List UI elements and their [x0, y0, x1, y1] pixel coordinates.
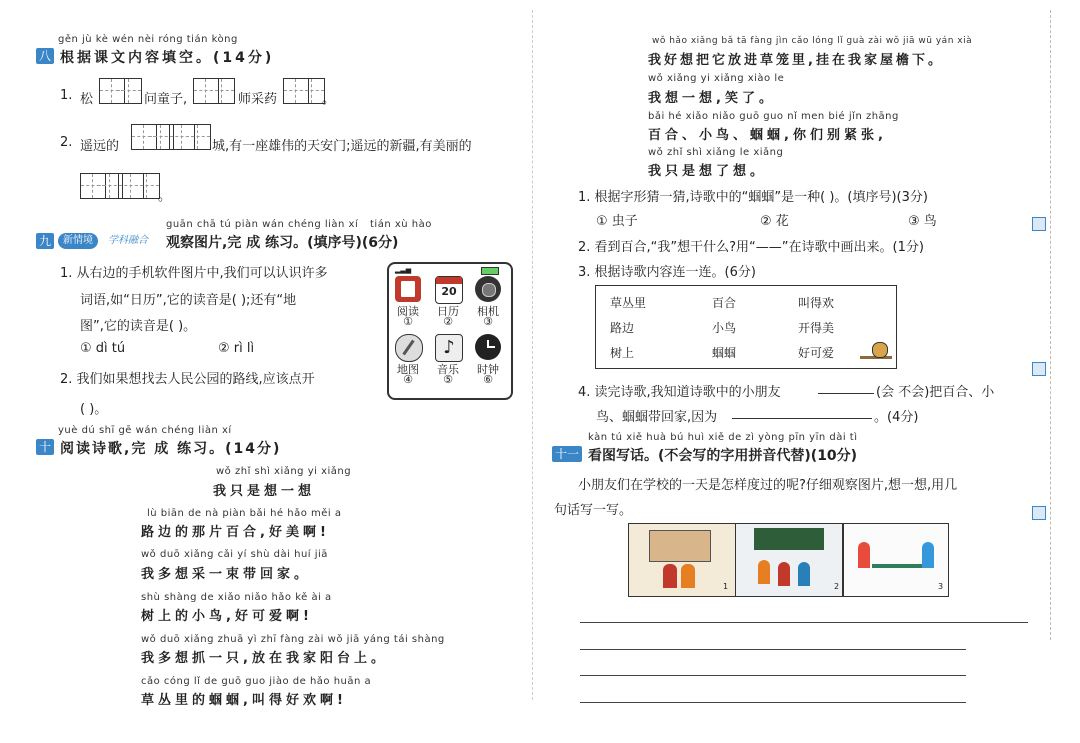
text: 城,有一座雄伟的天安门;遥远的新疆,有美丽的 — [212, 139, 472, 154]
poem-line: 百合、小鸟、蝈蝈,你们别紧张, — [648, 128, 887, 143]
poem-line-pinyin: wǒ zhǐ shì xiǎng le xiǎng — [648, 147, 784, 158]
writing-line[interactable] — [580, 702, 966, 703]
app-number: ⑥ — [483, 373, 493, 386]
section-title: 看图写话。(不会写的字用拼音代替)(10分) — [588, 448, 858, 464]
app-label: 地图 — [397, 363, 419, 376]
match-left-item[interactable]: 树上 — [610, 346, 635, 360]
match-right-item[interactable]: 好可爱 — [798, 346, 835, 360]
clock-icon[interactable] — [475, 334, 501, 360]
question-number: 1. — [60, 88, 73, 103]
option: ② rì lì — [218, 341, 255, 356]
side-marker-icon — [1032, 506, 1046, 520]
instruction-text: 小朋友们在学校的一天是怎样度过的呢?仔细观察图片,想一想,用几 — [578, 478, 958, 493]
match-right-item[interactable]: 开得美 — [798, 321, 835, 335]
option: ③ 鸟 — [908, 214, 937, 229]
answer-box[interactable] — [210, 78, 235, 104]
poem-line: 草丛里的蝈蝈,叫得好欢啊! — [141, 693, 347, 708]
signal-icon: ▂▃▅ — [395, 266, 412, 274]
app-label: 相机 — [477, 305, 499, 318]
section-title: 观察图片,完 成 练习。(填序号)(6分) — [166, 235, 399, 251]
poem-line: 我好想把它放进草笼里,挂在我家屋檐下。 — [648, 53, 944, 68]
writing-line[interactable] — [580, 622, 1028, 623]
text: 问童子, — [144, 92, 188, 107]
question-text: 4. 读完诗歌,我知道诗歌中的小朋友 — [578, 385, 781, 400]
question-text: (会 不会)把百合、小 — [876, 385, 995, 400]
section-title: 根据课文内容填空。(14分) — [60, 50, 275, 66]
section-number-badge: 十一 — [552, 446, 582, 462]
question-text: 2. 我们如果想找去人民公园的路线,应该点开 — [60, 372, 315, 387]
instruction-text: 句话写一写。 — [554, 503, 633, 518]
option: ① 虫子 — [596, 214, 638, 229]
answer-box[interactable] — [135, 173, 160, 199]
poem-line: 路边的那片百合,好美啊! — [141, 525, 330, 540]
poem-line-pinyin: shù shàng de xiǎo niǎo hǎo kě ài a — [141, 592, 332, 603]
picture-ping-pong — [843, 523, 949, 597]
calendar-day: 20 — [441, 285, 457, 298]
s8-pinyin: gěn jù kè wén nèi róng tián kòng — [58, 34, 238, 45]
matching-box — [595, 285, 897, 369]
answer-blank[interactable] — [732, 418, 872, 419]
poem-line: 我只是想了想。 — [648, 164, 768, 179]
poem-line: 我多想抓一只,放在我家阳台上。 — [141, 651, 388, 666]
poem-title-pinyin: wǒ zhǐ shì xiǎng yi xiǎng — [216, 466, 352, 477]
question-text: 3. 根据诗歌内容连一连。(6分) — [578, 265, 756, 280]
side-marker-icon — [1032, 217, 1046, 231]
app-number: ④ — [403, 373, 413, 386]
app-label: 音乐 — [437, 363, 459, 376]
app-number: ① — [403, 315, 413, 328]
answer-box[interactable] — [117, 78, 142, 104]
tag-interdisciplinary: 学科融合 — [108, 235, 148, 246]
section-number-badge: 八 — [36, 48, 54, 64]
picture-number: 2 — [834, 582, 840, 591]
bird-illustration — [860, 340, 892, 364]
picture-number: 3 — [938, 582, 944, 591]
poem-line-pinyin: wǒ duō xiǎng zhuā yì zhī fàng zài wǒ jiā yáng tái shàng — [141, 634, 445, 645]
poem-line: 树上的小鸟,好可爱啊! — [141, 609, 313, 624]
question-text: ( )。 — [80, 402, 108, 417]
text: 松 — [80, 92, 94, 107]
question-text: 鸟、蝈蝈带回家,因为 — [596, 410, 718, 425]
tag-new-context: 新情境 — [58, 233, 98, 249]
s9-pinyin: guān chā tú piàn wán chéng liàn xí — [166, 219, 359, 230]
match-left-item[interactable]: 草丛里 — [610, 296, 647, 310]
battery-icon — [481, 267, 499, 275]
question-text: 词语,如“日历”,它的读音是( );还有“地 — [80, 293, 297, 308]
section-number-badge: 十 — [36, 439, 54, 455]
match-mid-item[interactable]: 小鸟 — [712, 321, 737, 335]
side-marker-icon — [1032, 362, 1046, 376]
picture-classroom — [735, 523, 843, 597]
poem-line-pinyin: lù biān de nà piàn bǎi hé hǎo měi a — [147, 508, 342, 519]
answer-box[interactable] — [186, 124, 211, 150]
question-number: 2. — [60, 135, 73, 150]
app-number: ③ — [483, 315, 493, 328]
app-number: ② — [443, 315, 453, 328]
picture-school-gate — [628, 523, 736, 597]
question-text: 图”,它的读音是( )。 — [80, 319, 197, 334]
text: 。 — [322, 92, 336, 107]
writing-line[interactable] — [580, 649, 966, 650]
picture-number: 1 — [723, 582, 729, 591]
match-mid-item[interactable]: 百合 — [712, 296, 737, 310]
poem-line-pinyin: wǒ xiǎng yi xiǎng xiào le — [648, 73, 785, 84]
answer-blank[interactable] — [818, 393, 874, 394]
poem-line-pinyin: wǒ duō xiǎng cǎi yí shù dài huí jiā — [141, 549, 328, 560]
margin-line — [1050, 10, 1051, 640]
poem-line-pinyin: wǒ hǎo xiǎng bǎ tā fàng jìn cǎo lóng lǐ guà zài wǒ jiā wū yán xià — [652, 36, 973, 46]
option: ② 花 — [760, 214, 789, 229]
music-icon[interactable]: ♪ — [435, 334, 463, 362]
s10-pinyin: yuè dú shī gē wán chéng liàn xí — [58, 425, 232, 436]
poem-line: 我多想采一束带回家。 — [141, 567, 312, 582]
page-divider — [532, 10, 533, 700]
match-mid-item[interactable]: 蝈蝈 — [712, 346, 737, 360]
phone-screen — [387, 262, 513, 400]
book-icon[interactable] — [395, 276, 421, 302]
match-left-item[interactable]: 路边 — [610, 321, 635, 335]
s11-pinyin: kàn tú xiě huà bú huì xiě de zì yòng pīn yīn dài tì — [588, 432, 858, 443]
match-right-item[interactable]: 叫得欢 — [798, 296, 835, 310]
question-text: 2. 看到百合,“我”想干什么?用“——”在诗歌中画出来。(1分) — [578, 240, 924, 255]
calendar-icon[interactable] — [435, 276, 463, 304]
question-text: 1. 根据字形猜一猜,诗歌中的“蝈蝈”是一种( )。(填序号)(3分) — [578, 190, 928, 205]
poem-title: 我只是想一想 — [213, 484, 316, 499]
poem-line: 我想一想,笑了。 — [648, 91, 776, 106]
s9-pinyin-2: tián xù hào — [370, 219, 432, 230]
option: ① dì tú — [80, 341, 126, 356]
text: 遥远的 — [80, 139, 120, 154]
text: 师采药 — [238, 92, 278, 107]
poem-line-pinyin: cǎo cóng lǐ de guō guo jiào de hǎo huān a — [141, 676, 372, 687]
app-label: 日历 — [437, 305, 459, 318]
section-number-badge: 九 — [36, 233, 54, 249]
poem-line-pinyin: bǎi hé xiǎo niǎo guō guo nǐ men bié jǐn zhāng — [648, 111, 899, 122]
writing-line[interactable] — [580, 675, 966, 676]
question-text: 1. 从右边的手机软件图片中,我们可以认识许多 — [60, 266, 328, 281]
question-text: 。(4分) — [874, 410, 919, 425]
map-icon[interactable] — [395, 334, 423, 362]
text: 。 — [158, 189, 172, 204]
app-label: 时钟 — [477, 363, 499, 376]
app-label: 阅读 — [397, 305, 419, 318]
app-number: ⑤ — [443, 373, 453, 386]
section-title: 阅读诗歌,完 成 练习。(14分) — [60, 441, 282, 457]
camera-icon[interactable] — [475, 276, 501, 302]
